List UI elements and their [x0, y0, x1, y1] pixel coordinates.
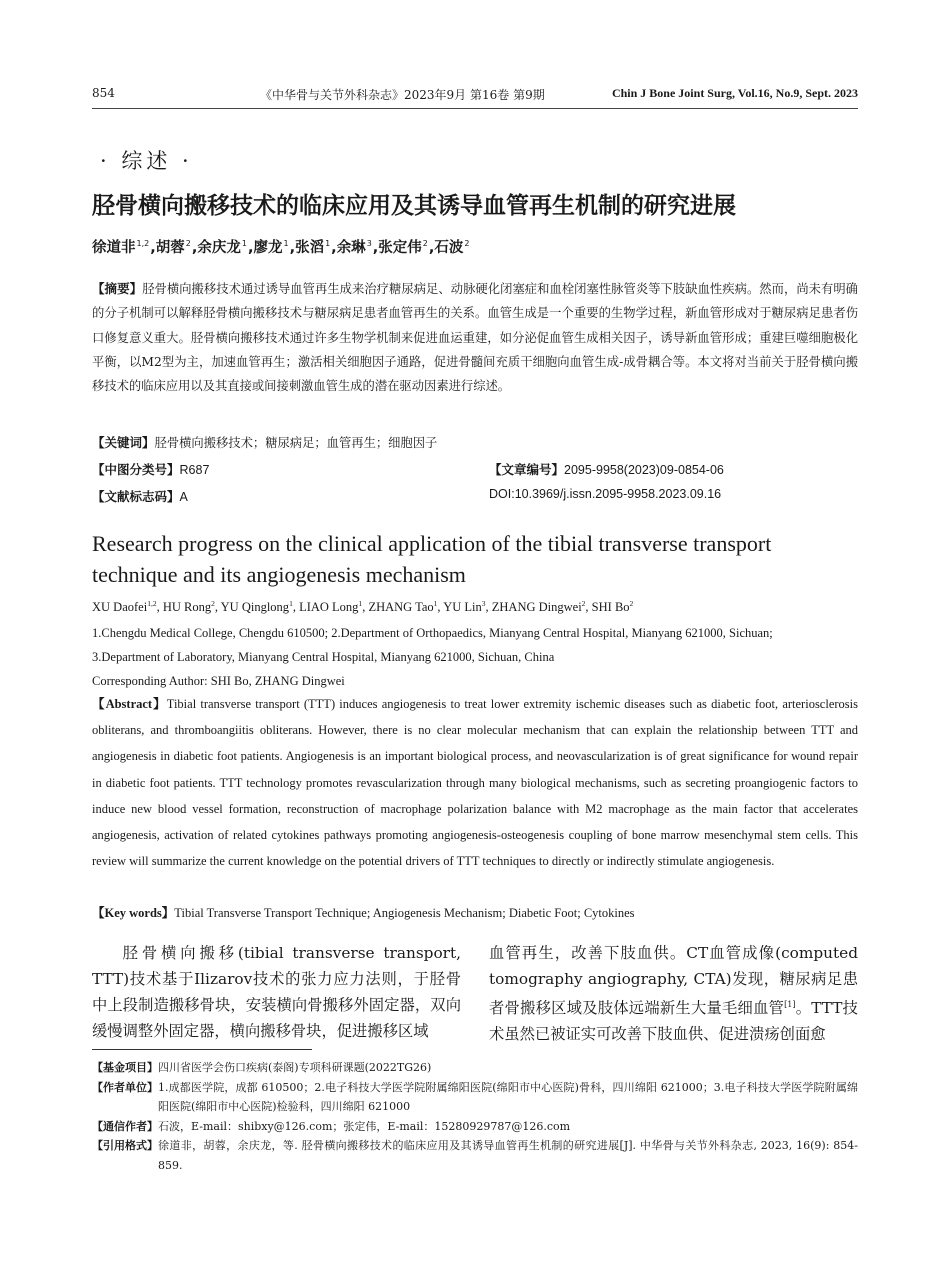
author-affiliation-marker: 2	[185, 239, 191, 249]
journal-title-cn: 《中华骨与关节外科杂志》2023年9月 第16卷 第9期	[260, 88, 545, 102]
author-name: XU Daofei	[92, 600, 148, 615]
author-affiliation-marker: 2	[629, 599, 634, 608]
page-number: 854	[92, 86, 115, 100]
author-affiliation-marker: 2	[422, 239, 428, 249]
author-separator: ,	[428, 240, 435, 256]
author-separator: ,	[585, 600, 592, 615]
author-separator: ,	[150, 240, 156, 256]
author-list-cn	[92, 236, 471, 257]
affiliation-line: 3.Department of Laboratory, Mianyang Central Hospital, Mianyang 621000, Sichuan, China	[92, 650, 555, 664]
author-name: YU Qinglong	[220, 600, 290, 615]
keywords-cn-label: 【关键词】	[92, 435, 155, 450]
abstract-cn-label: 【摘要】	[92, 281, 143, 296]
abstract-en	[92, 691, 858, 874]
footnote-item	[92, 1078, 858, 1117]
footnote-item	[92, 1117, 858, 1137]
author-affiliation-marker: 1	[241, 239, 247, 249]
author-separator: ,	[191, 240, 198, 256]
body-column-left: 胫骨横向搬移(tibial transverse transport, TTT)技术基于Ilizarov技术的张力应力法则，于胫骨中上段制造搬移骨块，安装横向骨搬移外固定器，双向缓慢调整外固定器，横向搬移骨块，促进搬移区域	[92, 944, 461, 1040]
footnote-label: 【作者单位】	[92, 1080, 158, 1094]
body-column-right	[489, 940, 858, 1047]
author-name: 余庆龙	[197, 240, 241, 256]
author-name: 徐道非	[92, 240, 136, 256]
doi[interactable]	[489, 487, 721, 501]
author-affiliation-marker: 3	[481, 599, 486, 608]
body-right-text: 血管再生，改善下肢血供。CT血管成像(computed tomography angiography, CTA)发现，糖尿病足患者骨搬移区域及肢体远端新生大量毛细血管	[489, 944, 858, 1018]
footnotes	[92, 1058, 858, 1176]
footnote-text: 石波，E-mail：shibxy@126.com；张定伟，E-mail：15280929787@126.com	[158, 1119, 571, 1133]
author-affiliation-marker: 1,2	[136, 239, 150, 249]
corresponding-author-en: Corresponding Author: SHI Bo, ZHANG Dingwei	[92, 674, 345, 688]
section-label: · 综述 ·	[100, 149, 193, 173]
author-affiliation-marker: 1	[283, 239, 289, 249]
abstract-cn-text: 胫骨横向搬移技术通过诱导血管再生成来治疗糖尿病足、动脉硬化闭塞症和血栓闭塞性脉管炎等下肢缺血性疾病。然而，尚未有明确的分子机制可以解释胫骨横向搬移技术与糖尿病足患者血管再生的关系。血管生成是一个重要的生物学过程，新血管形成对于糖尿病足患者伤口修复意义重大。胫骨横向搬移技术通过许多生物学机制来促进血运重建，如分泌促血管生成相关因子，诱导新血管形成；重建巨噬细胞极化平衡，以M2型为主，加速血管再生；激活相关细胞因子通路，促进骨髓间充质干细胞向血管生成-成骨耦合等。本文将对当前关于胫骨横向搬移技术的临床应用以及其直接或间接刺激血管生成的潜在驱动因素进行综述。	[92, 282, 858, 394]
author-affiliation-marker: 2	[581, 599, 586, 608]
footnote-label: 【引用格式】	[92, 1139, 158, 1153]
abstract-en-text: Tibial transverse transport (TTT) induces angiogenesis to treat lower extremity ischemic diseases such as diabetic foot, arteriosclerosis obliterans, and thromboangiitis obliterans. However, there is no clear molecular mechanism that can explain the relationship between TTT and angiogenesis in diabetic foot patients. Angiogenesis is an important biological process, and neovascularization is of great significance for wound repair in diabetic foot patients. TTT technology promotes revascularization through many biological mechanisms, such as secreting proangiogenic factors to induce new blood vessel formation, reconstruction of macrophage polarization balance with M2 macrophage as the main factor that accelerates angiogenesis, activation of related cytokines pathways promoting angiogenesis-osteogenesis coupling of bone marrow mesenchymal stem cells. This review will summarize the current knowledge on the potential drivers of TTT techniques to directly or indirectly stimulate angiogenesis.	[92, 697, 858, 869]
author-separator: ,	[214, 600, 221, 615]
author-affiliation-marker: 1	[433, 599, 438, 608]
footnote-label: 【通信作者】	[92, 1119, 158, 1133]
document-code-label: 【文献标志码】	[92, 489, 180, 504]
author-name: 张定伟	[378, 240, 422, 256]
journal-title-en: Chin J Bone Joint Surg, Vol.16, No.9, Sept. 2023	[611, 86, 858, 100]
article-title-en: Research progress on the clinical application of the tibial transverse transport technique and its angiogenesis mechanism	[92, 531, 772, 587]
keywords-en-text: Tibial Transverse Transport Technique; Angiogenesis Mechanism; Diabetic Foot; Cytokines	[174, 906, 635, 920]
author-name: SHI Bo	[591, 600, 630, 615]
article-number-label: 【文章编号】	[489, 462, 565, 477]
citation-link[interactable]: [1]	[784, 1000, 796, 1009]
body-right-text-cont: 。TTT技术虽然已被证实可改善下肢血供、促进溃疡创面愈	[489, 999, 858, 1044]
abstract-en-label: 【Abstract】	[92, 697, 167, 711]
footnote-divider	[92, 1049, 312, 1050]
author-separator: ,	[247, 240, 254, 256]
doi-text[interactable]: DOI:10.3969/j.issn.2095-9958.2023.09.16	[489, 487, 722, 501]
article-title-cn: 胫骨横向搬移技术的临床应用及其诱导血管再生机制的研究进展	[92, 193, 736, 219]
document-code-value: A	[179, 490, 188, 504]
keywords-en	[92, 903, 635, 921]
author-separator: ,	[331, 240, 337, 256]
author-name: 余琳	[336, 240, 366, 256]
footnote-item	[92, 1058, 858, 1078]
author-separator: ,	[372, 240, 379, 256]
document-code	[92, 487, 188, 505]
author-affiliation-marker: 3	[366, 239, 372, 249]
author-name: HU Rong	[162, 600, 212, 615]
article-number-value: 2095-9958(2023)09-0854-06	[564, 463, 724, 477]
footnote-text: 徐道非，胡蓉，余庆龙，等. 胫骨横向搬移技术的临床应用及其诱导血管再生机制的研究进展[J]. 中华骨与关节外科杂志, 2023, 16(9): 854-859.	[158, 1139, 858, 1172]
abstract-cn	[92, 277, 858, 398]
keywords-cn-text: 胫骨横向搬移技术；糖尿病足；血管再生；细胞因子	[154, 436, 438, 450]
author-affiliation-marker: 1	[289, 599, 293, 608]
author-name: 廖龙	[253, 240, 283, 256]
footnote-text: 四川省医学会伤口疾病(泰阁)专项科研课题(2022TG26)	[158, 1061, 432, 1074]
author-affiliation-marker: 1	[358, 599, 363, 608]
author-affiliation-marker: 2	[211, 599, 215, 608]
footnote-label: 【基金项目】	[92, 1061, 158, 1074]
author-name: 石波	[434, 240, 464, 256]
author-name: YU Lin	[443, 600, 482, 615]
author-name: LIAO Long	[299, 600, 359, 615]
running-header	[92, 86, 858, 104]
author-affiliation-marker: 1,2	[147, 599, 157, 608]
header-divider	[92, 108, 858, 109]
author-name: ZHANG Dingwei	[491, 600, 582, 615]
article-number	[489, 460, 724, 478]
author-name: 张滔	[295, 240, 325, 256]
author-separator: ,	[362, 600, 369, 615]
affiliation-line: 1.Chengdu Medical College, Chengdu 610500; 2.Department of Orthopaedics, Mianyang Central Hospital, Mianyang 621000, Sichuan;	[92, 626, 773, 640]
author-separator: ,	[156, 600, 163, 615]
author-name: ZHANG Tao	[368, 600, 434, 615]
keywords-en-label: 【Key words】	[92, 906, 175, 920]
clc-value: R687	[179, 463, 210, 477]
author-list-en	[92, 599, 633, 615]
author-separator: ,	[289, 240, 296, 256]
author-separator: ,	[485, 600, 492, 615]
author-name: 胡蓉	[155, 240, 185, 256]
author-separator: ,	[292, 600, 300, 615]
footnote-text: 1.成都医学院，成都 610500；2.电子科技大学医学院附属绵阳医院(绵阳市中心医院)骨科，四川绵阳 621000；3.电子科技大学医学院附属绵阳医院(绵阳市中心医院)检验科，四川绵阳 621000	[158, 1080, 858, 1114]
author-affiliation-marker: 2	[464, 239, 470, 249]
author-separator: ,	[437, 600, 444, 615]
clc-number	[92, 460, 209, 478]
clc-label: 【中图分类号】	[92, 462, 180, 477]
footnote-item	[92, 1136, 858, 1175]
author-affiliation-marker: 1	[325, 239, 331, 249]
keywords-cn	[92, 433, 437, 451]
